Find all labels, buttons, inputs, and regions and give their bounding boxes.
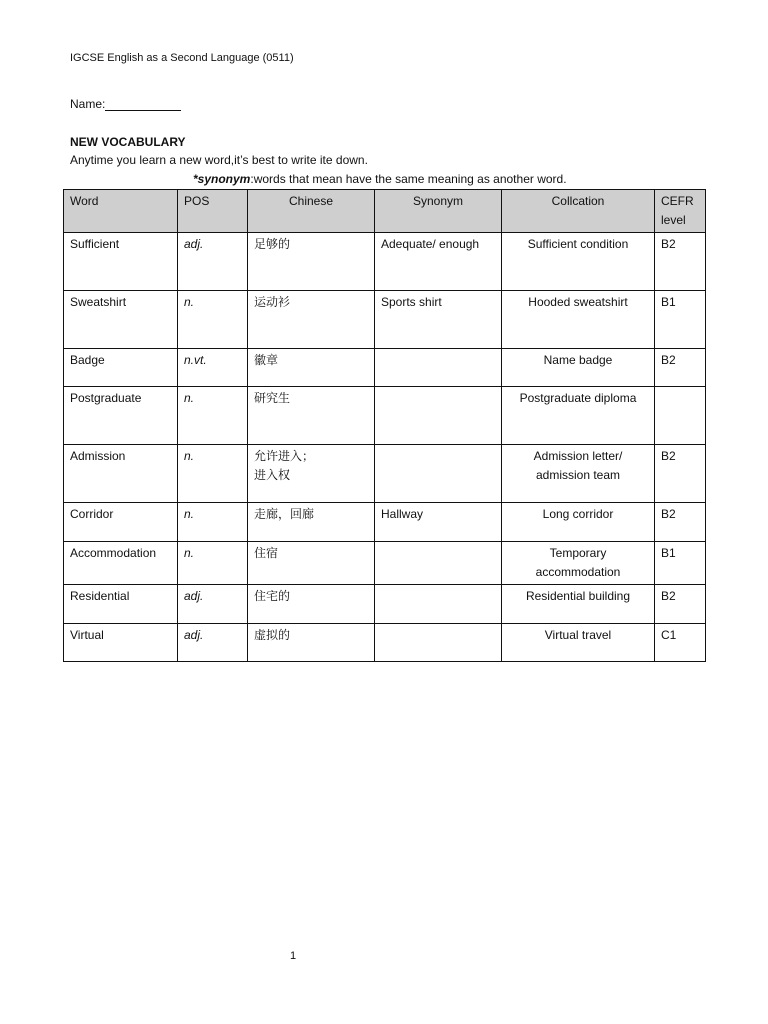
chinese-line-2: 进入权 xyxy=(254,468,291,482)
cell-cefr: B2 xyxy=(655,233,706,291)
section-title: NEW VOCABULARY xyxy=(70,135,186,149)
cell-collocation xyxy=(502,542,655,585)
cell-pos: n.vt. xyxy=(178,349,248,387)
cell-synonym xyxy=(375,445,502,503)
cell-cefr: B2 xyxy=(655,349,706,387)
intro-text: Anytime you learn a new word,it’s best to write ite down. xyxy=(70,153,368,167)
cell-chinese: 研究生 xyxy=(248,387,375,445)
cell-collocation: Residential building xyxy=(502,585,655,624)
cell-chinese: 虚拟的 xyxy=(248,624,375,662)
header-pos: POS xyxy=(178,190,248,233)
cell-collocation: Sufficient condition xyxy=(502,233,655,291)
cell-chinese: 走廊，回廊 xyxy=(248,503,375,542)
cell-synonym: Adequate/ enough xyxy=(375,233,502,291)
cell-cefr: B2 xyxy=(655,445,706,503)
table-row xyxy=(64,233,706,291)
cell-pos: n. xyxy=(178,387,248,445)
cell-collocation: Hooded sweatshirt xyxy=(502,291,655,349)
cell-cefr xyxy=(655,387,706,445)
header-chinese: Chinese xyxy=(248,190,375,233)
cell-synonym xyxy=(375,585,502,624)
cell-word: Admission xyxy=(64,445,178,503)
cell-chinese: 徽章 xyxy=(248,349,375,387)
cell-synonym xyxy=(375,542,502,585)
cell-chinese: 足够的 xyxy=(248,233,375,291)
cell-pos: adj. xyxy=(178,585,248,624)
cell-pos: adj. xyxy=(178,624,248,662)
table-row xyxy=(64,445,706,503)
header-cefr-line1: CEFR xyxy=(661,194,694,208)
cell-chinese: 运动衫 xyxy=(248,291,375,349)
table-row xyxy=(64,349,706,387)
cell-cefr: C1 xyxy=(655,624,706,662)
table-header-row xyxy=(64,190,706,233)
table-row xyxy=(64,291,706,349)
cell-cefr: B1 xyxy=(655,542,706,585)
cell-synonym xyxy=(375,387,502,445)
table-row xyxy=(64,542,706,585)
cell-word: Virtual xyxy=(64,624,178,662)
collocation-line-2: accommodation xyxy=(535,565,621,579)
header-synonym: Synonym xyxy=(375,190,502,233)
table-row xyxy=(64,585,706,624)
cell-word: Badge xyxy=(64,349,178,387)
cell-collocation: Name badge xyxy=(502,349,655,387)
cell-synonym xyxy=(375,624,502,662)
header-cefr-level xyxy=(655,190,706,233)
synonym-note xyxy=(193,172,567,186)
cell-chinese xyxy=(248,445,375,503)
cell-pos: adj. xyxy=(178,233,248,291)
cell-cefr: B2 xyxy=(655,503,706,542)
collocation-line-2: admission team xyxy=(535,468,621,482)
cell-synonym: Sports shirt xyxy=(375,291,502,349)
cell-chinese: 住宿 xyxy=(248,542,375,585)
cell-pos: n. xyxy=(178,542,248,585)
cell-word: Postgraduate xyxy=(64,387,178,445)
table-row xyxy=(64,624,706,662)
cell-cefr: B1 xyxy=(655,291,706,349)
table-row xyxy=(64,503,706,542)
cell-word: Residential xyxy=(64,585,178,624)
cell-pos: n. xyxy=(178,503,248,542)
cell-word: Sweatshirt xyxy=(64,291,178,349)
name-blank-line xyxy=(105,98,181,111)
cell-collocation: Postgraduate diploma xyxy=(502,387,655,445)
header-collocation: Collcation xyxy=(502,190,655,233)
cell-collocation: Virtual travel xyxy=(502,624,655,662)
cell-cefr: B2 xyxy=(655,585,706,624)
cell-collocation xyxy=(502,445,655,503)
vocabulary-table xyxy=(63,189,706,662)
synonym-definition: :words that mean have the same meaning as another word. xyxy=(250,172,567,186)
table-row xyxy=(64,387,706,445)
page-number: 1 xyxy=(290,950,297,962)
chinese-line-1: 允许进入； xyxy=(254,449,315,463)
cell-word: Corridor xyxy=(64,503,178,542)
cell-word: Accommodation xyxy=(64,542,178,585)
collocation-line-1: Admission letter/ xyxy=(533,449,623,463)
course-header: IGCSE English as a Second Language (0511) xyxy=(70,52,294,64)
collocation-line-1: Temporary xyxy=(549,546,607,560)
name-label: Name: xyxy=(70,97,106,111)
cell-chinese: 住宅的 xyxy=(248,585,375,624)
header-cefr-line2: level xyxy=(661,213,686,227)
cell-synonym xyxy=(375,349,502,387)
header-word: Word xyxy=(64,190,178,233)
cell-pos: n. xyxy=(178,445,248,503)
cell-word: Sufficient xyxy=(64,233,178,291)
cell-collocation: Long corridor xyxy=(502,503,655,542)
cell-synonym: Hallway xyxy=(375,503,502,542)
cell-pos: n. xyxy=(178,291,248,349)
name-field xyxy=(70,97,181,111)
synonym-term: *synonym xyxy=(193,172,251,186)
